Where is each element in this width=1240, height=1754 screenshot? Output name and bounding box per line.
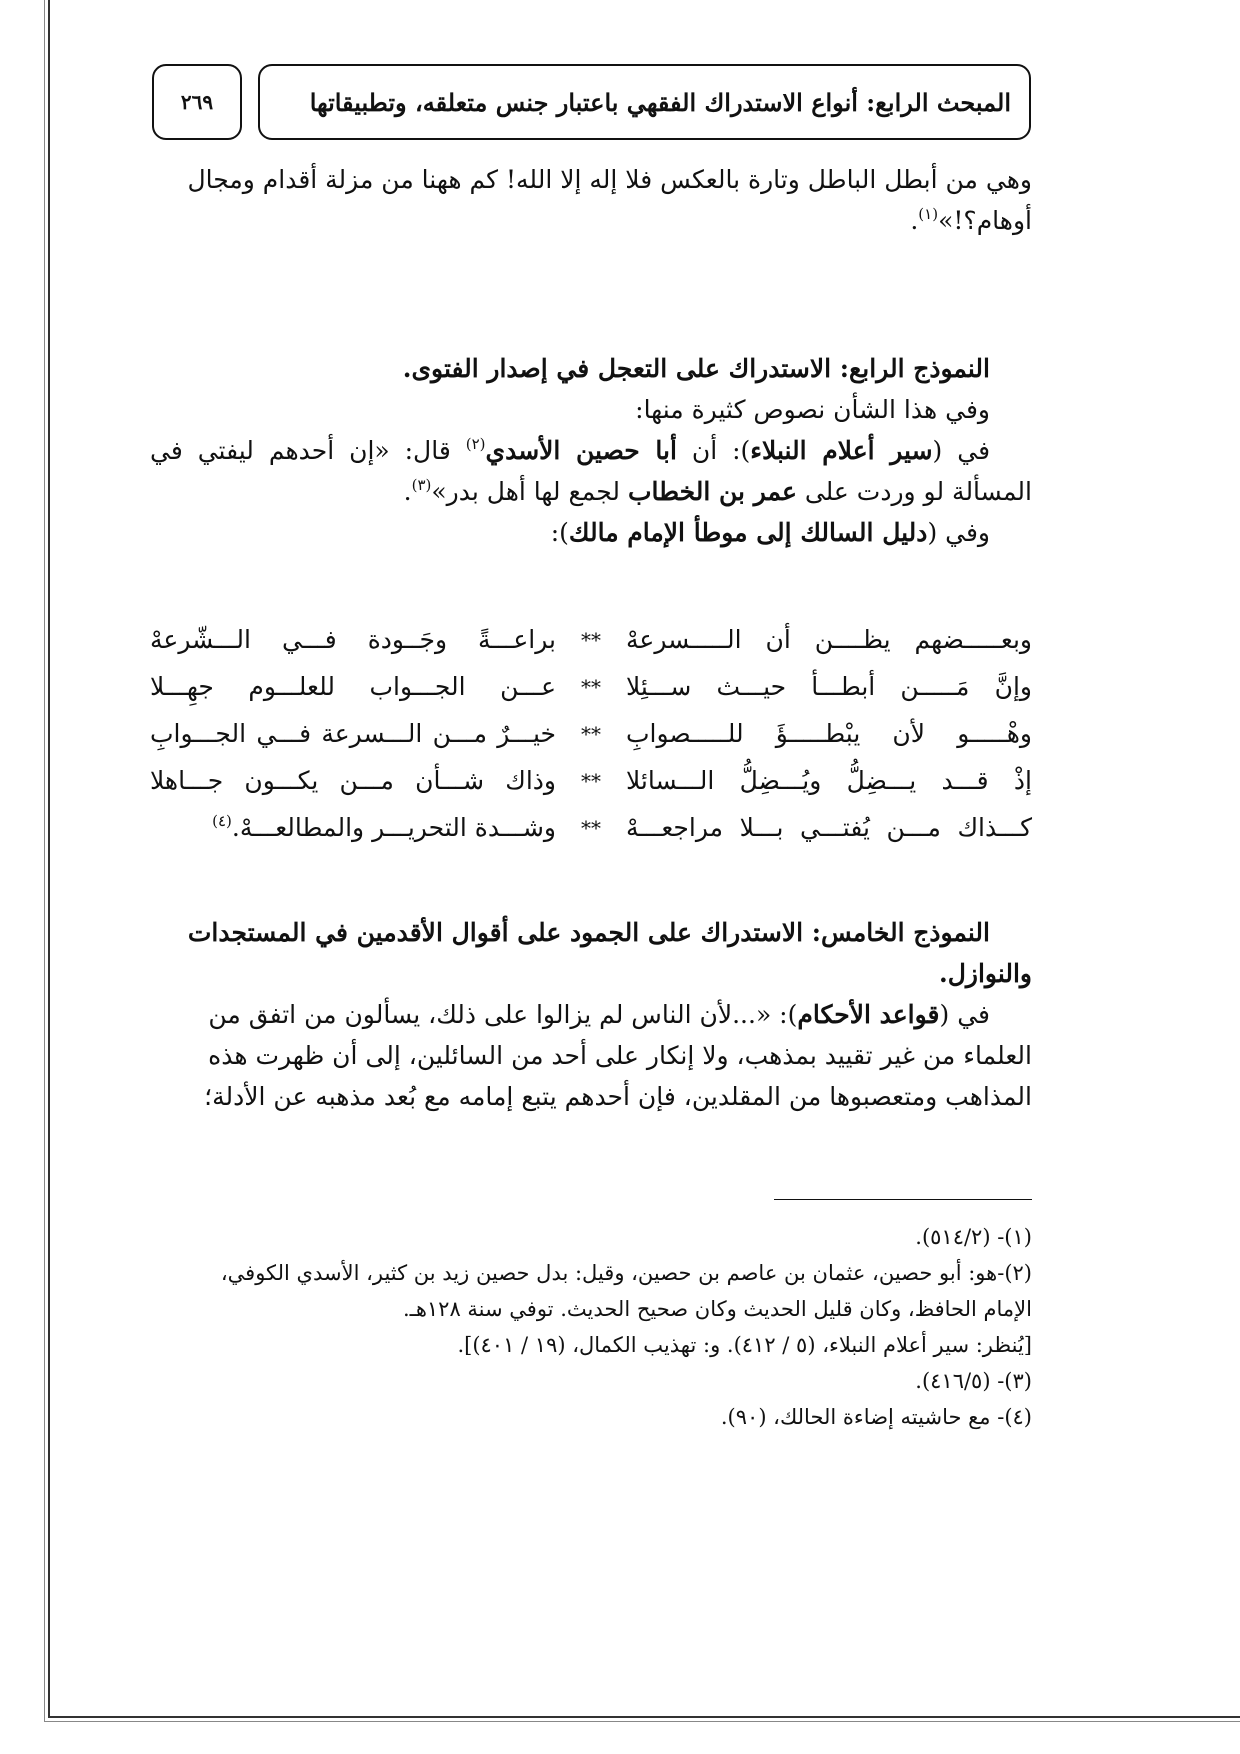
dalil-book-title: دليل السالك إلى موطأ الإمام مالك — [568, 518, 928, 547]
verse-right-hemistich: كـــذاك مـــن يُفتـــي بـــلا مراجعـــهْ — [626, 813, 1032, 842]
footnote-ref-4: (٤) — [212, 812, 232, 830]
verse-separator: ** — [581, 815, 601, 840]
siyar-end: لجمع لها أهل بدر» — [431, 477, 628, 506]
poem-verse — [150, 804, 1032, 851]
footnote-4: (٤)- مع حاشيته إضاءة الحالك، (٩٠). — [720, 1405, 1032, 1429]
qawaid-pre: في ( — [939, 1000, 990, 1029]
poem-verse — [150, 710, 1032, 757]
model-5-heading-line-2: والنوازل. — [939, 959, 1032, 988]
running-header-title — [258, 64, 1031, 140]
verse-separator: ** — [581, 721, 601, 746]
footnote-2-line-2: الإمام الحافظ، وكان قليل الحديث وكان صحيح الحديث. توفي سنة ١٢٨هـ. — [403, 1297, 1032, 1321]
qawaid-book-title: قواعد الأحكام — [797, 1000, 940, 1029]
intro-line-2-text: أوهام؟!» — [938, 206, 1032, 235]
verse-left-hemistich: وذاك شـــأن مـــن يكـــون جـــاهلا — [150, 766, 556, 795]
siyar-quote-line-1 — [150, 430, 1032, 512]
siyar-person: أبا حصين الأسدي — [485, 436, 677, 465]
footnote-ref-3: (٣) — [411, 476, 432, 494]
footnotes — [150, 1219, 1032, 1435]
intro-line-1: وهي من أبطل الباطل وتارة بالعكس فلا إله إلا الله! كم ههنا من مزلة أقدام ومجال — [187, 165, 1032, 194]
intro-line-2-end: . — [910, 206, 919, 235]
model-4-title: الاستدراك على التعجل في إصدار الفتوى. — [402, 354, 832, 383]
model-5-section — [150, 912, 1032, 1117]
footnote-2-line-1: (٢)-هو: أبو حصين، عثمان بن عاصم بن حصين، وقيل: بدل حصين زيد بن كثير، الأسدي الكوفي، — [220, 1261, 1032, 1285]
footnote-ref-2: (٢) — [465, 435, 486, 453]
verse-right-hemistich: وهْـــــو لأن يبْطـــــؤَ للـــــصوابِ — [626, 719, 1032, 748]
footnote-ref-1: (١) — [918, 205, 939, 223]
footnote-separator — [774, 1199, 1032, 1200]
verse-right-hemistich: وإنَّ مَـــــن أبطـــأ حيـــث ســـئِلا — [626, 672, 1032, 701]
verse-right-hemistich: إذْ قـــد يـــضِلُّ ويُـــضِلُّ الـــسائلا — [626, 766, 1032, 795]
verse-left-text: وشـــدة التحريـــر والمطالعـــهْ. — [231, 813, 556, 842]
intro-line-2 — [150, 200, 1032, 241]
verse-left-hemistich — [150, 813, 556, 842]
page-number-box — [152, 64, 242, 140]
poem — [150, 616, 1032, 851]
siyar-dot: . — [403, 477, 412, 506]
siyar-mid: ): أن — [676, 436, 751, 465]
model-4-heading — [150, 348, 1032, 389]
verse-left-hemistich: خيـــرٌ مـــن الـــسرعة فـــي الجـــوابِ — [150, 719, 556, 748]
dalil-pre: وفي ( — [927, 518, 990, 547]
page-frame — [48, 0, 1240, 1718]
verse-separator: ** — [581, 627, 601, 652]
model-4-intro: وفي هذا الشأن نصوص كثيرة منها: — [635, 395, 990, 424]
model-5-title-a: الاستدراك على الجمود على أقوال الأقدمين في المستجدات — [187, 918, 804, 947]
intro-paragraph — [150, 159, 1032, 241]
page-number: ٢٦٩ — [180, 90, 214, 114]
model-4-label: النموذج الرابع: — [831, 354, 990, 383]
siyar-umar: عمر بن الخطاب — [627, 477, 797, 506]
verse-separator: ** — [581, 768, 601, 793]
poem-verse — [150, 616, 1032, 663]
verse-left-hemistich: براعـــةً وجَــودة فـــي الـــشّرعهْ — [150, 625, 556, 654]
siyar-book-title: سير أعلام النبلاء — [750, 436, 933, 465]
siyar-pre: في ( — [932, 436, 991, 465]
model-5-label: النموذج الخامس: — [803, 918, 990, 947]
qawaid-line-1-text: ): «...لأن الناس لم يزالوا على ذلك، يسألون من اتفق من — [208, 1000, 798, 1029]
verse-left-hemistich: عـــن الجـــواب للعلـــوم جهِـــلا — [150, 672, 556, 701]
verse-separator: ** — [581, 674, 601, 699]
header-title-text: المبحث الرابع: أنواع الاستدراك الفقهي باعتبار جنس متعلقه، وتطبيقاتها — [309, 87, 1011, 117]
footnote-1: (١)- (٥١٤/٢). — [915, 1225, 1032, 1249]
qawaid-line-3: المذاهب ومتعصبوها من المقلدين، فإن أحدهم يتبع إمامه مع بُعد مذهبه عن الأدلة؛ — [204, 1082, 1032, 1111]
footnote-3: (٣)- (٤١٦/٥). — [915, 1369, 1032, 1393]
qawaid-line-1 — [150, 994, 1032, 1035]
poem-verse — [150, 663, 1032, 710]
qawaid-line-2: العلماء من غير تقييد بمذهب، ولا إنكار على أحد من السائلين، إلى أن ظهرت هذه — [208, 1041, 1032, 1070]
poem-verse — [150, 757, 1032, 804]
model-5-heading-line-1 — [150, 912, 1032, 953]
siyar-quote: قال: «إن أحدهم ليفتي في المسألة لو وردت على — [150, 436, 1032, 506]
verse-right-hemistich: وبعـــــضهم يظــــن أن الـــــسرعهْ — [626, 625, 1032, 654]
dalil-line — [150, 512, 1032, 553]
dalil-end: ): — [550, 518, 569, 547]
footnote-2-line-3: [يُنظر: سير أعلام النبلاء، (٥ / ٤١٢). و: تهذيب الكمال، (١٩ / ٤٠١)]. — [457, 1333, 1032, 1357]
model-4-section — [150, 348, 1032, 553]
